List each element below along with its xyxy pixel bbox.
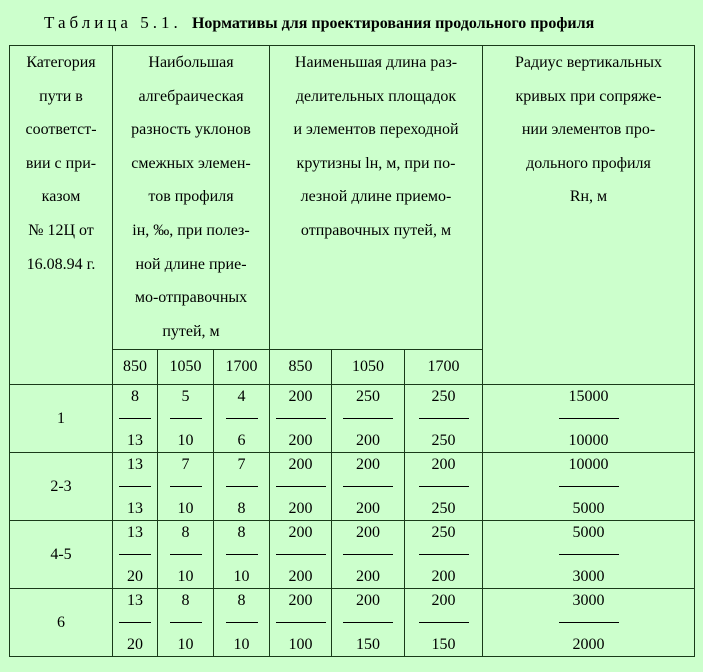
denominator: 10000 [568, 431, 609, 449]
denominator: 10 [233, 567, 250, 585]
header-length [270, 46, 483, 350]
header-line: делительных площадок [295, 87, 457, 105]
slope-cell [214, 589, 270, 657]
fraction [158, 590, 213, 656]
fraction [113, 386, 157, 452]
fraction-bar [559, 486, 619, 487]
subheader-length-1050: 1050 [332, 350, 405, 385]
denominator: 10 [177, 431, 194, 449]
fraction-bar [119, 554, 151, 555]
numerator: 200 [288, 591, 313, 609]
fraction-bar [559, 554, 619, 555]
fraction [158, 522, 213, 588]
denominator: 10 [233, 635, 250, 653]
fraction [113, 590, 157, 656]
header-line: мо-отправочных [134, 289, 248, 307]
table-title: Нормативы для проектирования продольного профиля [191, 15, 595, 32]
slope-cell [214, 453, 270, 521]
fraction-bar [119, 622, 151, 623]
length-cell [270, 521, 332, 589]
fraction-bar [343, 622, 393, 623]
denominator: 13 [127, 431, 143, 449]
slope-cell [113, 385, 158, 453]
fraction-bar [119, 486, 151, 487]
slope-cell [158, 521, 214, 589]
fraction-bar [419, 554, 469, 555]
norms-table [9, 45, 695, 657]
header-line: Наибольшая [148, 54, 234, 71]
numerator: 8 [181, 523, 190, 541]
denominator: 200 [431, 567, 456, 585]
fraction [332, 522, 404, 588]
fraction [270, 522, 331, 588]
length-cell [270, 453, 332, 521]
header-line: и элементов переходной [293, 121, 459, 139]
fraction-bar [170, 486, 202, 487]
radius-cell [483, 589, 695, 657]
numerator: 7 [237, 455, 246, 473]
fraction-bar [343, 418, 393, 419]
length-cell [405, 589, 483, 657]
denominator: 10 [177, 567, 194, 585]
length-cell [332, 589, 405, 657]
fraction [214, 522, 269, 588]
denominator: 3000 [572, 567, 605, 585]
fraction [483, 522, 694, 588]
fraction-bar [419, 486, 469, 487]
table-row [10, 521, 695, 589]
subheader-slope-1050: 1050 [158, 350, 214, 385]
fraction [214, 454, 269, 520]
denominator: 200 [288, 431, 313, 449]
slope-cell [113, 589, 158, 657]
length-cell [405, 521, 483, 589]
denominator: 6 [237, 431, 246, 449]
fraction [405, 590, 482, 656]
fraction-bar [559, 622, 619, 623]
fraction-bar [343, 554, 393, 555]
numerator: 7 [181, 455, 190, 473]
table-number: Таблица 5.1. [44, 13, 182, 32]
length-cell [270, 385, 332, 453]
category-cell: 4-5 [10, 521, 113, 589]
numerator: 5 [181, 387, 190, 405]
numerator: 10000 [568, 455, 609, 473]
length-cell [332, 385, 405, 453]
denominator: 13 [127, 499, 143, 517]
numerator: 8 [181, 591, 190, 609]
header-line: казом [41, 188, 81, 206]
table-caption [44, 6, 703, 41]
denominator: 200 [288, 499, 313, 517]
denominator: 100 [288, 635, 313, 653]
table-row [10, 453, 695, 521]
header-line: тов профиля [148, 188, 234, 206]
numerator: 250 [356, 387, 380, 405]
header-line: ной длине прие- [135, 255, 247, 273]
fraction [270, 454, 331, 520]
header-line: пути в [39, 87, 83, 105]
header-line: Rн, м [569, 188, 608, 206]
fraction-bar [559, 418, 619, 419]
numerator: 13 [127, 523, 143, 541]
header-line: кривых при сопряже- [515, 87, 662, 105]
category-cell: 2-3 [10, 453, 113, 521]
fraction [270, 590, 331, 656]
subheader-length-1700: 1700 [405, 350, 483, 385]
header-line: отправочных путей, м [300, 221, 452, 239]
category-cell: 6 [10, 589, 113, 657]
denominator: 10 [177, 635, 194, 653]
numerator: 8 [237, 591, 246, 609]
fraction [405, 454, 482, 520]
numerator: 8 [237, 523, 246, 541]
numerator: 200 [288, 523, 313, 541]
fraction-bar [226, 486, 258, 487]
length-cell [405, 453, 483, 521]
fraction [158, 454, 213, 520]
numerator: 200 [431, 455, 456, 473]
numerator: 3000 [572, 591, 605, 609]
fraction [405, 386, 482, 452]
numerator: 8 [131, 387, 139, 405]
fraction [332, 590, 404, 656]
slope-cell [158, 385, 214, 453]
numerator: 200 [431, 591, 456, 609]
header-line: путей, м [162, 322, 220, 340]
fraction-bar [119, 418, 151, 419]
fraction-bar [170, 622, 202, 623]
fraction [214, 590, 269, 656]
header-line: Категория [26, 54, 96, 71]
numerator: 13 [127, 591, 143, 609]
numerator: 200 [356, 455, 380, 473]
header-line: 16.08.94 г. [26, 255, 96, 273]
numerator: 13 [127, 455, 143, 473]
numerator: 250 [431, 387, 456, 405]
fraction [332, 454, 404, 520]
header-line: соответст- [25, 121, 97, 139]
header-line: Наименьшая длина раз- [294, 54, 458, 71]
length-cell [332, 521, 405, 589]
denominator: 200 [288, 567, 313, 585]
numerator: 4 [237, 387, 246, 405]
denominator: 5000 [572, 499, 605, 517]
length-cell [332, 453, 405, 521]
fraction-bar [276, 418, 326, 419]
denominator: 250 [431, 499, 456, 517]
subheader-slope-850: 850 [113, 350, 158, 385]
slope-cell [214, 385, 270, 453]
table-row [10, 589, 695, 657]
header-line: Радиус вертикальных [514, 54, 663, 71]
slope-cell [158, 453, 214, 521]
table-body [10, 385, 695, 657]
denominator: 150 [431, 635, 456, 653]
header-line: лезной длине приемо- [300, 188, 452, 206]
table-row [10, 385, 695, 453]
length-cell [270, 589, 332, 657]
numerator: 200 [356, 591, 380, 609]
denominator: 250 [431, 431, 456, 449]
fraction-bar [276, 486, 326, 487]
denominator: 200 [356, 499, 380, 517]
fraction [158, 386, 213, 452]
header-line: вии с при- [25, 154, 97, 172]
slope-cell [158, 589, 214, 657]
denominator: 2000 [572, 635, 605, 653]
header-line: смежных элемен- [131, 154, 251, 172]
fraction-bar [226, 554, 258, 555]
header-line: дольного профиля [526, 154, 651, 172]
header-line: iн, ‰, при полез- [132, 221, 250, 239]
fraction [483, 454, 694, 520]
subheader-slope-1700: 1700 [214, 350, 270, 385]
header-row [10, 46, 695, 350]
numerator: 200 [356, 523, 380, 541]
numerator: 15000 [568, 387, 609, 405]
fraction-bar [419, 622, 469, 623]
fraction [483, 386, 694, 452]
slope-cell [214, 521, 270, 589]
fraction [483, 590, 694, 656]
fraction [270, 386, 331, 452]
fraction-bar [343, 486, 393, 487]
header-radius [483, 46, 695, 385]
subheader-length-850: 850 [270, 350, 332, 385]
length-cell [405, 385, 483, 453]
denominator: 8 [237, 499, 246, 517]
fraction-bar [226, 622, 258, 623]
radius-cell [483, 521, 695, 589]
category-cell: 1 [10, 385, 113, 453]
denominator: 20 [127, 567, 143, 585]
header-line: № 12Ц от [28, 221, 94, 239]
header-category [10, 46, 113, 385]
header-slope [113, 46, 270, 350]
header-line: алгебраическая [138, 87, 244, 105]
radius-cell [483, 385, 695, 453]
denominator: 200 [356, 567, 380, 585]
fraction [113, 522, 157, 588]
fraction [214, 386, 269, 452]
denominator: 150 [356, 635, 380, 653]
fraction-bar [170, 554, 202, 555]
numerator: 5000 [572, 523, 605, 541]
denominator: 20 [127, 635, 143, 653]
fraction-bar [170, 418, 202, 419]
denominator: 10 [177, 499, 194, 517]
numerator: 200 [288, 455, 313, 473]
header-line: нии элементов про- [521, 121, 656, 139]
slope-cell [113, 521, 158, 589]
fraction-bar [276, 622, 326, 623]
numerator: 200 [288, 387, 313, 405]
slope-cell [113, 453, 158, 521]
numerator: 250 [431, 523, 456, 541]
denominator: 200 [356, 431, 380, 449]
fraction-bar [419, 418, 469, 419]
radius-cell [483, 453, 695, 521]
header-line: разность уклонов [131, 121, 251, 139]
fraction-bar [226, 418, 258, 419]
fraction [405, 522, 482, 588]
fraction [113, 454, 157, 520]
fraction [332, 386, 404, 452]
fraction-bar [276, 554, 326, 555]
header-line: крутизны lн, м, при по- [296, 154, 456, 172]
